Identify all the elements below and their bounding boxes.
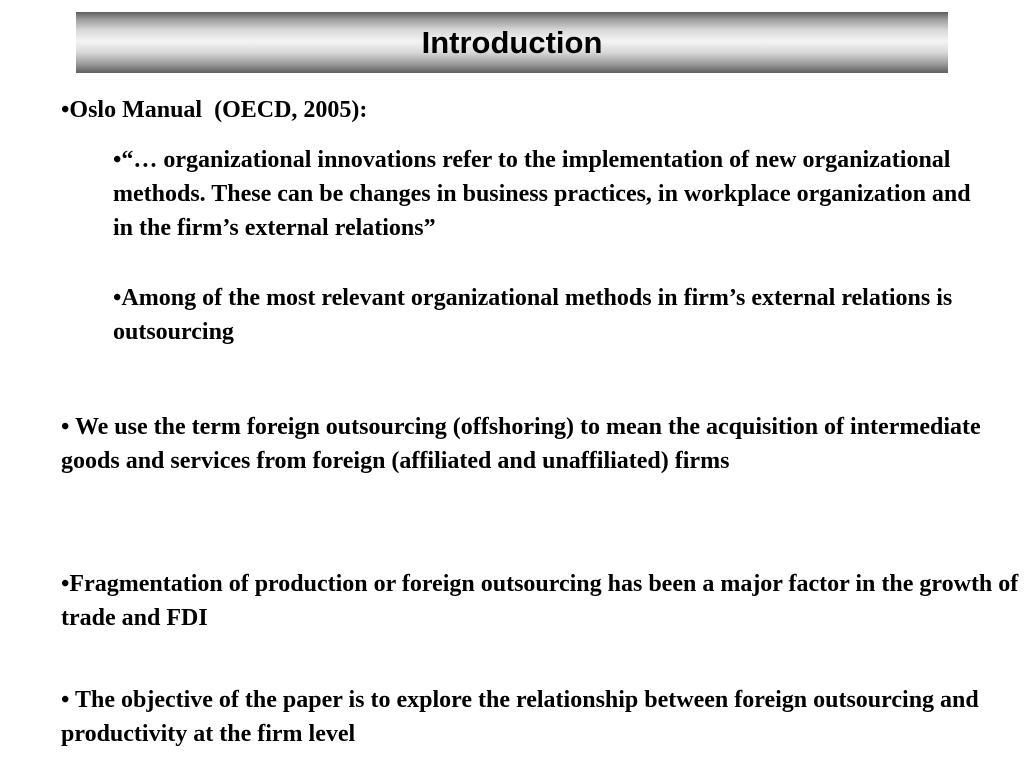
bullet-oslo-manual xyxy=(61,93,661,127)
bullet-objective xyxy=(61,683,1011,751)
slide-title: Introduction xyxy=(421,24,603,60)
bullet-text: We use the term foreign outsourcing (offshoring) to mean the acquisition of intermediate goods and services from foreign (affiliated and unaffiliated) firms xyxy=(61,414,981,474)
bullet-marker: • xyxy=(61,414,75,440)
bullet-marker: • xyxy=(61,97,70,123)
bullet-fragmentation xyxy=(61,567,1019,635)
bullet-outsourcing-relevance xyxy=(113,281,993,349)
bullet-offshoring-definition xyxy=(61,410,1011,478)
bullet-oslo-quote xyxy=(113,143,993,245)
bullet-marker: • xyxy=(61,571,70,597)
bullet-text: The objective of the paper is to explore the relationship between foreign outsourcing and productivity at the firm level xyxy=(61,687,979,747)
bullet-marker: • xyxy=(113,285,122,311)
bullet-text: Oslo Manual (OECD, 2005): xyxy=(69,97,368,123)
bullet-text: Among of the most relevant organizational methods in firm’s external relations is outsourcing xyxy=(113,285,953,345)
bullet-marker: • xyxy=(61,687,75,713)
bullet-marker: • xyxy=(113,147,122,173)
bullet-text: Fragmentation of production or foreign outsourcing has been a major factor in the growth of trade and FDI xyxy=(61,571,1019,631)
bullet-text: “… organizational innovations refer to the implementation of new organizational methods. These can be changes in business practices, in workplace organization and in the firm’s external relations” xyxy=(113,147,971,241)
